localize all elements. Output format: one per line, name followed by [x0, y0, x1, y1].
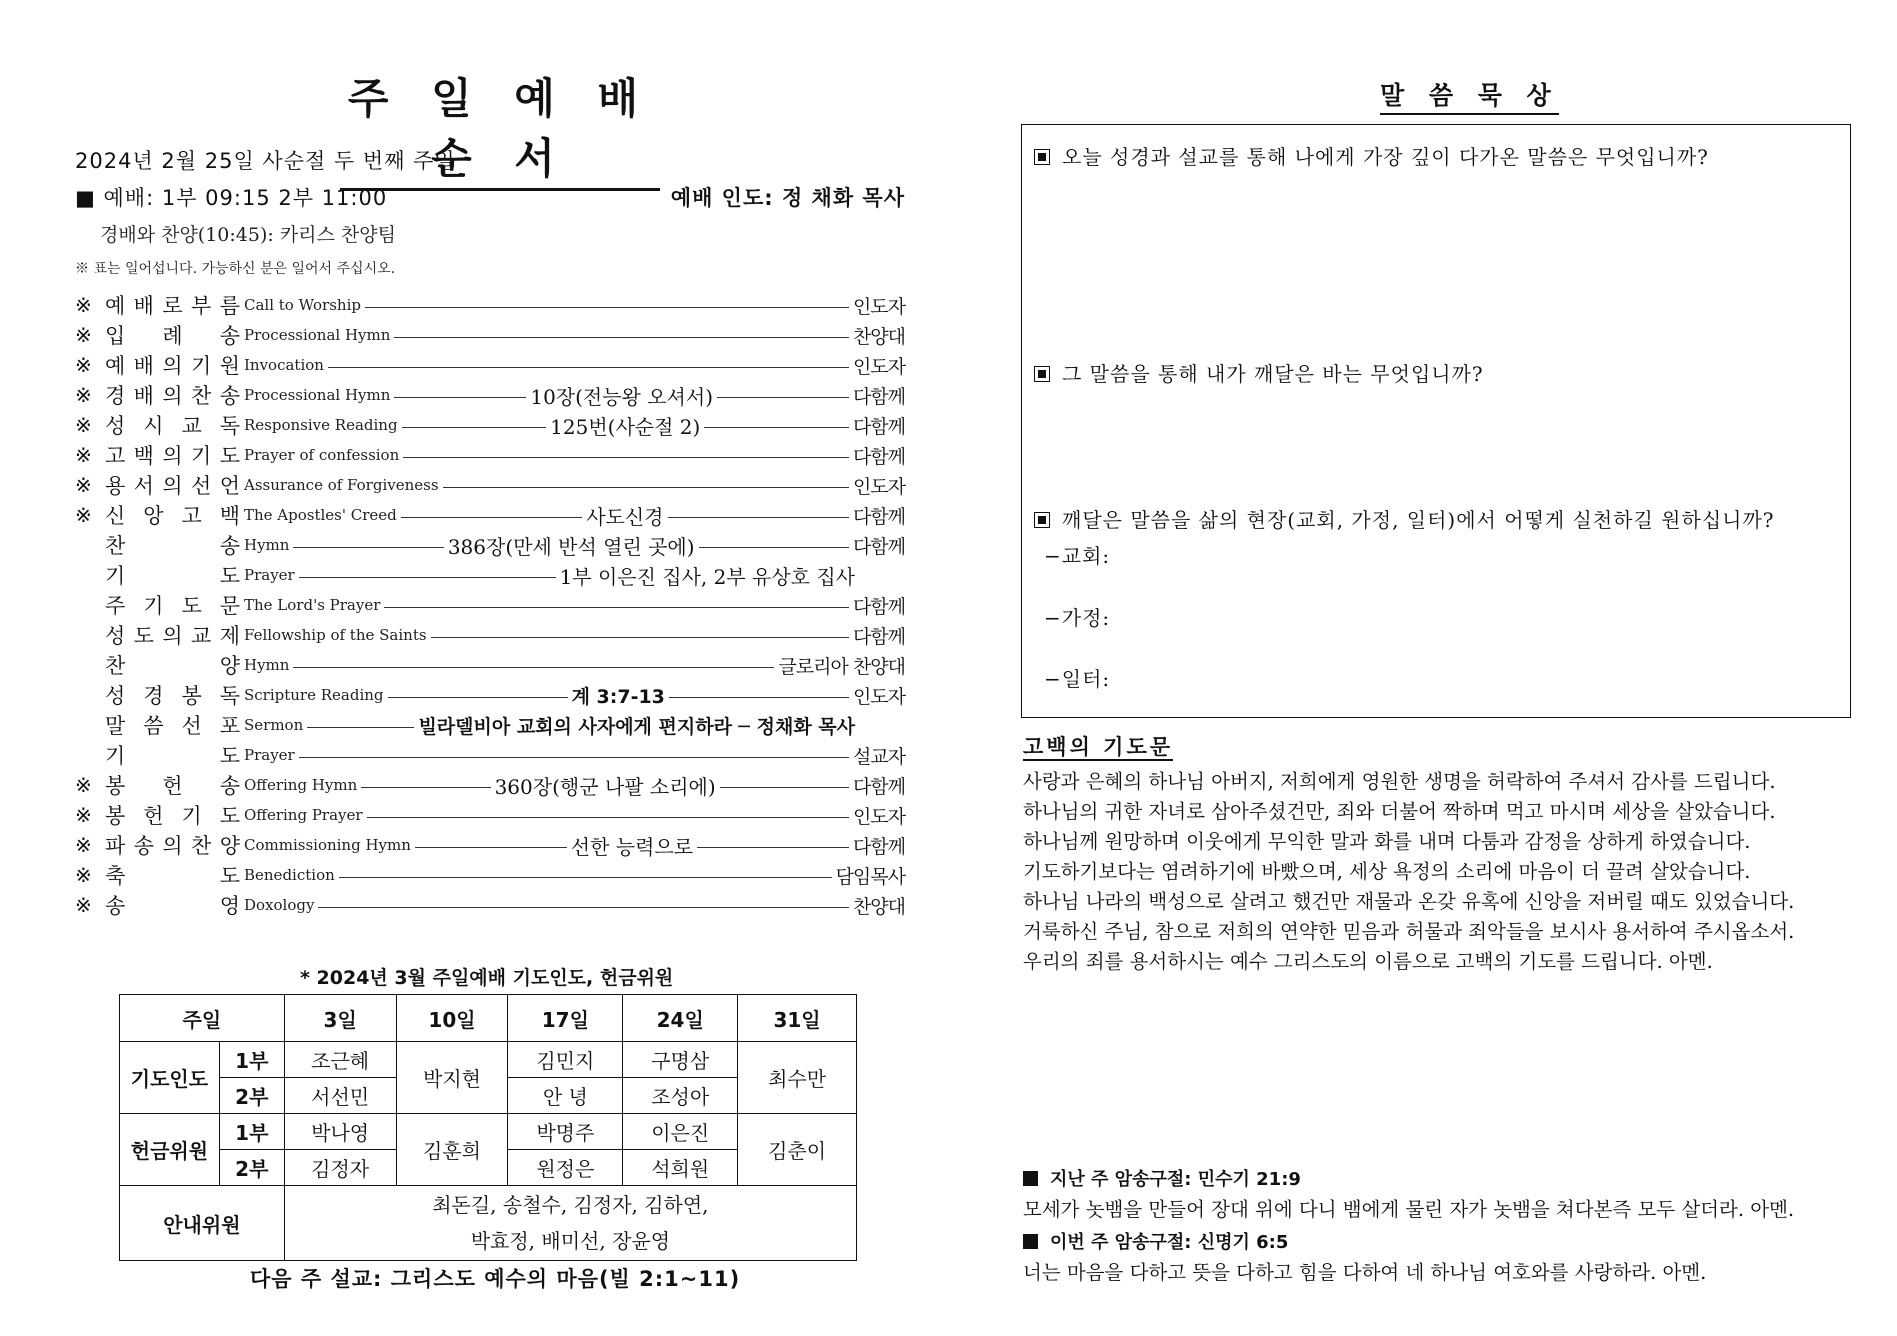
order-english-name: Commissioning Hymn — [244, 836, 411, 854]
order-name-char: 찬 — [105, 654, 126, 678]
order-english-name: Hymn — [244, 536, 290, 554]
table-cell: 원정은 — [508, 1150, 623, 1186]
order-row — [75, 440, 905, 470]
order-korean-name — [105, 470, 240, 500]
schedule-header-row — [120, 995, 857, 1042]
table-cell: 김훈희 — [396, 1114, 508, 1186]
order-leader: 글로리아 찬양대 — [778, 655, 905, 678]
order-detail: 360장(행군 나팔 소리에) — [494, 774, 716, 799]
order-name-char: 선 — [191, 474, 212, 498]
order-english-name: Hymn — [244, 656, 290, 674]
order-name-char: 문 — [219, 594, 240, 618]
order-name-char: 헌 — [143, 804, 164, 828]
order-name-char: 양 — [219, 654, 240, 678]
order-name-char: 양 — [219, 834, 240, 858]
order-leader: 인도자 — [852, 685, 905, 708]
leader-line — [704, 427, 849, 428]
order-name-char: 의 — [162, 474, 183, 498]
answer-church: −교회: — [1044, 544, 1111, 568]
order-leader: 다함께 — [852, 505, 905, 528]
verse-label: 이번 주 암송구절: 신명기 6:5 — [1050, 1232, 1289, 1253]
header-cell: 주일 — [120, 995, 285, 1042]
table-cell: 이은진 — [623, 1114, 738, 1150]
standing-mark: ※ — [75, 833, 92, 857]
header-cell: 17일 — [508, 995, 623, 1042]
order-name-char: 교 — [191, 624, 212, 648]
order-korean-name — [105, 890, 240, 920]
order-row — [75, 890, 905, 920]
order-name-char: 성 — [105, 684, 126, 708]
order-name-char: 신 — [105, 504, 126, 528]
question-text: 그 말씀을 통해 내가 깨달은 바는 무엇입니까? — [1062, 362, 1484, 386]
order-name-char: 기 — [105, 564, 126, 588]
leader-line — [402, 427, 547, 428]
order-english-name: Scripture Reading — [244, 686, 384, 704]
order-detail: 빌라델비아 교회의 사자에게 편지하라 ─ 정채화 목사 — [418, 715, 855, 738]
answer-work: −일터: — [1044, 667, 1111, 691]
leader-line — [697, 847, 849, 848]
order-korean-name — [105, 860, 240, 890]
worship-order — [75, 290, 905, 920]
order-english-name: Assurance of Forgiveness — [244, 476, 439, 494]
table-row — [120, 1042, 857, 1078]
order-name-char: 의 — [162, 624, 183, 648]
order-name-char: 서 — [133, 474, 154, 498]
order-name-char: 선 — [181, 714, 202, 738]
checkbox-square-icon — [1034, 149, 1050, 165]
order-english-name: Prayer of confession — [244, 446, 400, 464]
leader-line — [403, 457, 849, 458]
order-detail: 사도신경 — [586, 504, 664, 529]
offering-label: 헌금위원 — [120, 1114, 220, 1186]
order-name-char: 기 — [191, 354, 212, 378]
header-cell: 3일 — [284, 995, 396, 1042]
date-line: 2024년 2월 25일 사순절 두 번째 주일 — [75, 149, 456, 173]
order-korean-name — [105, 830, 240, 860]
leader-line — [443, 487, 849, 488]
order-leader: 다함께 — [852, 445, 905, 468]
order-korean-name — [105, 440, 240, 470]
table-cell: 최수만 — [738, 1042, 857, 1114]
order-english-name: Offering Prayer — [244, 806, 363, 824]
order-name-char: 축 — [105, 864, 126, 888]
order-english-name: Invocation — [244, 356, 324, 374]
order-name-char: 도 — [181, 594, 202, 618]
leader-line — [415, 847, 567, 848]
order-name-char: 기 — [181, 804, 202, 828]
reflection-box — [1021, 124, 1851, 718]
order-name-char: 봉 — [105, 774, 126, 798]
order-leader: 다함께 — [852, 385, 905, 408]
order-name-char: 송 — [219, 774, 240, 798]
order-name-char: 배 — [133, 294, 154, 318]
order-name-char: 의 — [162, 354, 183, 378]
order-name-char: 도 — [133, 624, 154, 648]
order-name-char: 말 — [105, 714, 126, 738]
order-name-char: 송 — [105, 894, 126, 918]
order-name-char: 성 — [105, 624, 126, 648]
question-text: 오늘 성경과 설교를 통해 나에게 가장 깊이 다가온 말씀은 무엇입니까? — [1062, 145, 1709, 169]
order-detail: 선한 능력으로 — [570, 834, 694, 859]
leader-line — [388, 697, 568, 698]
order-name-char: 입 — [105, 324, 126, 348]
order-english-name: Prayer — [244, 566, 295, 584]
service-leader: 예배 인도: 정 채화 목사 — [670, 186, 905, 210]
order-name-char: 름 — [219, 294, 240, 318]
table-cell: 조성아 — [623, 1078, 738, 1114]
standing-mark: ※ — [75, 443, 92, 467]
order-korean-name — [105, 590, 240, 620]
last-week-verse-heading — [1023, 1165, 1301, 1191]
question-2 — [1034, 358, 1484, 387]
prayer-line: 기도하기보다는 염려하기에 바빴으며, 세상 욕정의 소리에 마음이 더 끌려 살았습니다. — [1023, 860, 1751, 883]
order-name-char: 송 — [133, 834, 154, 858]
order-korean-name — [105, 320, 240, 350]
order-korean-name — [105, 770, 240, 800]
order-leader: 인도자 — [852, 475, 905, 498]
leader-line — [394, 397, 526, 398]
order-name-char: 헌 — [162, 774, 183, 798]
order-row — [75, 830, 905, 860]
order-english-name: Responsive Reading — [244, 416, 398, 434]
order-row — [75, 710, 905, 740]
leader-line — [384, 607, 849, 608]
prayer-line: 하나님께 원망하며 이웃에게 무익한 말과 화를 내며 다툼과 감정을 상하게 하였습니다. — [1023, 830, 1751, 853]
order-name-char: 찬 — [191, 384, 212, 408]
order-name-char: 의 — [162, 834, 183, 858]
order-row — [75, 530, 905, 560]
leader-line — [669, 697, 849, 698]
order-detail: 10장(전능왕 오셔서) — [530, 384, 713, 409]
table-cell: 박나영 — [284, 1114, 396, 1150]
order-row — [75, 860, 905, 890]
order-name-char: 기 — [105, 744, 126, 768]
prayer-line: 우리의 죄를 용서하시는 예수 그리스도의 이름으로 고백의 기도를 드립니다. 아멘. — [1023, 950, 1713, 973]
order-name-char: 주 — [105, 594, 126, 618]
order-row — [75, 590, 905, 620]
leader-line — [293, 667, 774, 668]
order-name-char: 씀 — [143, 714, 164, 738]
order-leader: 다함께 — [852, 835, 905, 858]
answer-home: −가정: — [1044, 606, 1111, 630]
order-leader: 다함께 — [852, 775, 905, 798]
part-label: 1부 — [219, 1042, 284, 1078]
table-cell: 서선민 — [284, 1078, 396, 1114]
table-cell: 김민지 — [508, 1042, 623, 1078]
next-sermon: 다음 주 설교: 그리스도 예수의 마음(빌 2:1~11) — [250, 1267, 741, 1291]
page-title: 주 일 예 배 순 서 — [340, 66, 660, 191]
leader-line — [365, 307, 849, 308]
this-week-verse-heading — [1023, 1228, 1288, 1254]
order-english-name: Prayer — [244, 746, 295, 764]
leader-line — [293, 547, 443, 548]
confession-prayer-title: 고백의 기도문 — [1023, 735, 1174, 759]
table-cell: 김정자 — [284, 1150, 396, 1186]
leader-line — [299, 577, 556, 578]
order-english-name: Processional Hymn — [244, 326, 391, 344]
table-cell: 조근혜 — [284, 1042, 396, 1078]
header-cell: 31일 — [738, 995, 857, 1042]
order-leader: 인도자 — [852, 355, 905, 378]
standing-mark: ※ — [75, 353, 92, 377]
confession-prayer — [1023, 767, 1883, 977]
question-3 — [1034, 504, 1775, 533]
order-name-char: 찬 — [105, 534, 126, 558]
order-english-name: The Lord's Prayer — [244, 596, 381, 614]
leader-line — [717, 397, 849, 398]
order-leader: 인도자 — [852, 295, 905, 318]
order-name-char: 고 — [105, 444, 126, 468]
order-name-char: 도 — [219, 864, 240, 888]
service-times: ■ 예배: 1부 09:15 2부 11:00 — [75, 186, 388, 210]
order-english-name: The Apostles' Creed — [244, 506, 397, 524]
order-leader: 설교자 — [852, 745, 905, 768]
order-name-char: 시 — [143, 414, 164, 438]
order-name-char: 백 — [133, 444, 154, 468]
standing-mark: ※ — [75, 803, 92, 827]
order-row — [75, 410, 905, 440]
order-name-char: 파 — [105, 834, 126, 858]
order-name-char: 예 — [105, 294, 126, 318]
leader-line — [361, 787, 490, 788]
last-week-verse-text: 모세가 놋뱀을 만들어 장대 위에 다니 뱀에게 물린 자가 놋뱀을 쳐다본즉 모두 살더라. 아멘. — [1023, 1198, 1795, 1221]
order-name-char: 교 — [181, 414, 202, 438]
order-name-char: 송 — [219, 534, 240, 558]
order-name-char: 독 — [219, 414, 240, 438]
order-korean-name — [105, 620, 240, 650]
table-row — [120, 1114, 857, 1150]
order-name-char: 도 — [219, 564, 240, 588]
order-english-name: Sermon — [244, 716, 304, 734]
leader-line — [299, 757, 849, 758]
part-label: 1부 — [219, 1114, 284, 1150]
leader-line — [720, 787, 849, 788]
order-name-char: 부 — [191, 294, 212, 318]
order-row — [75, 560, 905, 590]
order-name-char: 송 — [219, 384, 240, 408]
standing-mark: ※ — [75, 293, 92, 317]
order-name-char: 용 — [105, 474, 126, 498]
prayer-line: 하나님의 귀한 자녀로 삼아주셨건만, 죄와 더불어 짝하며 먹고 마시며 세상을 살았습니다. — [1023, 800, 1776, 823]
checkbox-square-icon — [1034, 512, 1050, 528]
square-bullet-icon — [1023, 1234, 1038, 1249]
order-row — [75, 770, 905, 800]
order-row — [75, 680, 905, 710]
order-leader: 다함께 — [852, 415, 905, 438]
order-name-char: 기 — [191, 444, 212, 468]
order-korean-name — [105, 530, 240, 560]
order-name-char: 고 — [181, 504, 202, 528]
leader-line — [339, 877, 832, 878]
order-leader: 담임목사 — [835, 865, 905, 888]
leader-line — [307, 727, 414, 728]
prayer-line: 하나님 나라의 백성으로 살려고 했건만 재물과 온갖 유혹에 신앙을 저버릴 때도 있었습니다. — [1023, 890, 1795, 913]
order-detail: 계 3:7-13 — [571, 685, 665, 708]
prayer-label: 기도인도 — [120, 1042, 220, 1114]
standing-mark: ※ — [75, 383, 92, 407]
this-week-verse-text: 너는 마음을 다하고 뜻을 다하고 힘을 다하여 네 하나님 여호와를 사랑하라. 아멘. — [1023, 1261, 1707, 1284]
order-name-char: 영 — [219, 894, 240, 918]
order-name-char: 경 — [143, 684, 164, 708]
order-korean-name — [105, 410, 240, 440]
meditation-title: 말 씀 묵 상 — [1380, 76, 1559, 115]
standing-mark: ※ — [75, 863, 92, 887]
order-name-char: 배 — [133, 384, 154, 408]
order-detail: 386장(만세 반석 열린 곳에) — [447, 534, 695, 559]
leader-line — [699, 547, 849, 548]
part-label: 2부 — [219, 1150, 284, 1186]
schedule-title: * 2024년 3월 주일예배 기도인도, 헌금위원 — [300, 967, 674, 989]
order-korean-name — [105, 740, 240, 770]
order-english-name: Call to Worship — [244, 296, 361, 314]
order-leader: 다함께 — [852, 625, 905, 648]
order-korean-name — [105, 380, 240, 410]
verse-label: 지난 주 암송구절: 민수기 21:9 — [1050, 1169, 1301, 1190]
leader-line — [431, 637, 849, 638]
order-name-char: 백 — [219, 504, 240, 528]
order-leader: 다함께 — [852, 535, 905, 558]
table-cell: 박명주 — [508, 1114, 623, 1150]
order-korean-name — [105, 290, 240, 320]
header-cell: 10일 — [396, 995, 508, 1042]
table-cell: 석희원 — [623, 1150, 738, 1186]
order-name-char: 언 — [219, 474, 240, 498]
prayer-line: 사랑과 은혜의 하나님 아버지, 저희에게 영원한 생명을 허락하여 주셔서 감사를 드립니다. — [1023, 770, 1776, 793]
order-name-char: 도 — [219, 444, 240, 468]
leader-line — [668, 517, 849, 518]
order-korean-name — [105, 680, 240, 710]
order-row — [75, 470, 905, 500]
praise-line: 경배와 찬양(10:45): 카리스 찬양팀 — [100, 224, 396, 246]
order-korean-name — [105, 500, 240, 530]
order-english-name: Processional Hymn — [244, 386, 391, 404]
right-page — [950, 0, 1897, 1336]
order-name-char: 성 — [105, 414, 126, 438]
order-english-name: Benediction — [244, 866, 335, 884]
square-bullet-icon — [1023, 1171, 1038, 1186]
table-cell: 김춘이 — [738, 1114, 857, 1186]
order-name-char: 도 — [219, 804, 240, 828]
order-name-char: 봉 — [105, 804, 126, 828]
order-name-char: 찬 — [191, 834, 212, 858]
order-english-name: Offering Hymn — [244, 776, 358, 794]
table-row — [120, 1186, 857, 1261]
order-name-char: 앙 — [143, 504, 164, 528]
order-detail: 125번(사순절 2) — [550, 414, 701, 439]
order-name-char: 로 — [162, 294, 183, 318]
order-korean-name — [105, 350, 240, 380]
order-name-char: 송 — [219, 324, 240, 348]
order-row — [75, 350, 905, 380]
leader-line — [394, 337, 849, 338]
order-leader: 찬양대 — [852, 325, 905, 348]
order-name-char: 경 — [105, 384, 126, 408]
checkbox-square-icon — [1034, 366, 1050, 382]
service-line — [75, 182, 905, 212]
order-detail: 1부 이은진 집사, 2부 유상호 집사 — [559, 564, 855, 589]
order-name-char: 원 — [219, 354, 240, 378]
leader-line — [328, 367, 849, 368]
order-name-char: 포 — [219, 714, 240, 738]
order-row — [75, 740, 905, 770]
standing-mark: ※ — [75, 503, 92, 527]
order-name-char: 제 — [219, 624, 240, 648]
leader-line — [318, 907, 848, 908]
ushers-line: 최돈길, 송철수, 김정자, 김하연, — [432, 1193, 709, 1217]
standing-mark: ※ — [75, 473, 92, 497]
ushers-label: 안내위원 — [120, 1186, 285, 1261]
order-korean-name — [105, 650, 240, 680]
order-name-char: 기 — [143, 594, 164, 618]
standing-mark: ※ — [75, 413, 92, 437]
prayer-line: 거룩하신 주님, 참으로 저희의 연약한 믿음과 허물과 죄악들을 보시사 용서하여 주시옵소서. — [1023, 920, 1795, 943]
order-name-char: 독 — [219, 684, 240, 708]
order-name-char: 도 — [219, 744, 240, 768]
order-row — [75, 650, 905, 680]
order-row — [75, 620, 905, 650]
ushers-line: 박효정, 배미선, 장윤영 — [470, 1229, 671, 1253]
order-korean-name — [105, 710, 240, 740]
question-1 — [1034, 141, 1709, 170]
order-row — [75, 500, 905, 530]
table-cell: 박지현 — [396, 1042, 508, 1114]
part-label: 2부 — [219, 1078, 284, 1114]
ushers-cell — [284, 1186, 856, 1261]
standing-mark: ※ — [75, 323, 92, 347]
order-leader: 찬양대 — [852, 895, 905, 918]
order-korean-name — [105, 800, 240, 830]
table-cell: 안 녕 — [508, 1078, 623, 1114]
order-english-name: Doxology — [244, 896, 315, 914]
standing-mark: ※ — [75, 893, 92, 917]
schedule-table — [119, 994, 857, 1261]
question-text: 깨달은 말씀을 삶의 현장(교회, 가정, 일터)에서 어떻게 실천하길 원하십니까? — [1062, 508, 1775, 532]
order-row — [75, 800, 905, 830]
order-leader: 다함께 — [852, 595, 905, 618]
order-korean-name — [105, 560, 240, 590]
order-name-char: 예 — [105, 354, 126, 378]
table-cell: 구명삼 — [623, 1042, 738, 1078]
order-name-char: 례 — [162, 324, 183, 348]
standing-note: ※ 표는 일어섭니다. 가능하신 분은 일어서 주십시오. — [75, 261, 396, 277]
order-name-char: 봉 — [181, 684, 202, 708]
order-row — [75, 290, 905, 320]
header-cell: 24일 — [623, 995, 738, 1042]
leader-line — [367, 817, 849, 818]
order-name-char: 의 — [162, 384, 183, 408]
order-leader: 인도자 — [852, 805, 905, 828]
order-name-char: 의 — [162, 444, 183, 468]
standing-mark: ※ — [75, 773, 92, 797]
leader-line — [401, 517, 582, 518]
order-english-name: Fellowship of the Saints — [244, 626, 427, 644]
order-name-char: 배 — [133, 354, 154, 378]
order-row — [75, 320, 905, 350]
order-row — [75, 380, 905, 410]
